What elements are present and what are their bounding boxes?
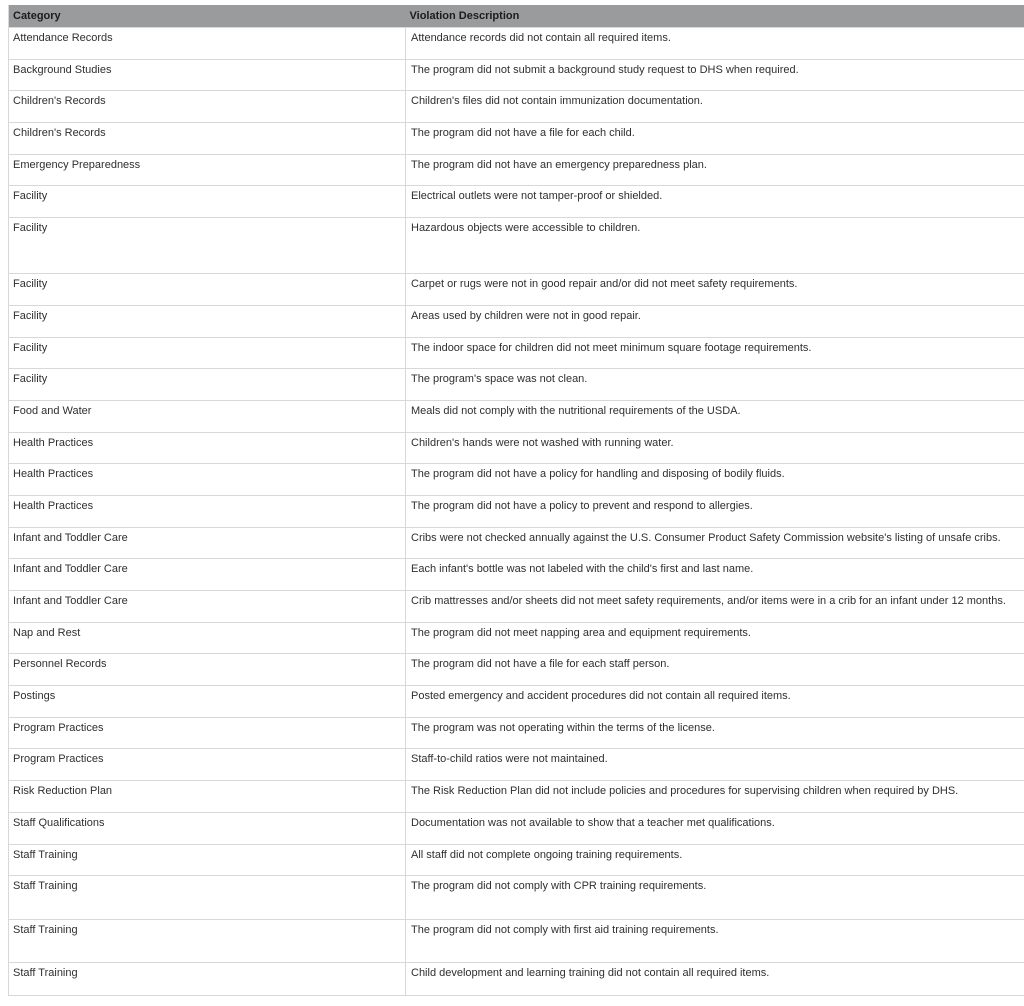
description-cell: The program did not comply with first aid training requirements. bbox=[406, 919, 1024, 963]
description-cell: Posted emergency and accident procedures did not contain all required items. bbox=[406, 686, 1024, 718]
category-cell: Infant and Toddler Care bbox=[9, 591, 406, 623]
description-cell: Crib mattresses and/or sheets did not meet safety requirements, and/or items were in a crib for an infant under 12 months. bbox=[406, 591, 1024, 623]
table-row bbox=[9, 305, 1024, 337]
table-row bbox=[9, 218, 1024, 274]
table-row bbox=[9, 337, 1024, 369]
violations-table-container bbox=[8, 5, 1024, 996]
category-cell: Risk Reduction Plan bbox=[9, 781, 406, 813]
table-row bbox=[9, 464, 1024, 496]
table-row bbox=[9, 432, 1024, 464]
table-row bbox=[9, 963, 1024, 996]
table-row bbox=[9, 781, 1024, 813]
category-cell: Emergency Preparedness bbox=[9, 154, 406, 186]
description-cell: Child development and learning training did not contain all required items. bbox=[406, 963, 1024, 996]
description-cell: Documentation was not available to show that a teacher met qualifications. bbox=[406, 812, 1024, 844]
description-cell: All staff did not complete ongoing training requirements. bbox=[406, 844, 1024, 876]
description-cell: The program did not submit a background study request to DHS when required. bbox=[406, 59, 1024, 91]
category-cell: Staff Qualifications bbox=[9, 812, 406, 844]
table-row bbox=[9, 59, 1024, 91]
description-cell: The program did not have a file for each staff person. bbox=[406, 654, 1024, 686]
description-cell: The program was not operating within the terms of the license. bbox=[406, 717, 1024, 749]
category-cell: Facility bbox=[9, 186, 406, 218]
category-cell: Program Practices bbox=[9, 749, 406, 781]
description-cell: Staff-to-child ratios were not maintained. bbox=[406, 749, 1024, 781]
description-cell: Children's files did not contain immunization documentation. bbox=[406, 91, 1024, 123]
description-cell: Areas used by children were not in good repair. bbox=[406, 305, 1024, 337]
category-cell: Postings bbox=[9, 686, 406, 718]
table-row bbox=[9, 654, 1024, 686]
description-cell: The program did not have a policy to prevent and respond to allergies. bbox=[406, 495, 1024, 527]
category-cell: Infant and Toddler Care bbox=[9, 527, 406, 559]
table-row bbox=[9, 186, 1024, 218]
category-cell: Staff Training bbox=[9, 919, 406, 963]
description-cell: Each infant's bottle was not labeled with the child's first and last name. bbox=[406, 559, 1024, 591]
category-cell: Program Practices bbox=[9, 717, 406, 749]
table-row bbox=[9, 559, 1024, 591]
category-cell: Staff Training bbox=[9, 963, 406, 996]
column-header-category: Category bbox=[9, 5, 406, 28]
column-header-violation-description: Violation Description bbox=[406, 5, 1024, 28]
violations-table bbox=[8, 5, 1024, 996]
description-cell: Meals did not comply with the nutritional requirements of the USDA. bbox=[406, 400, 1024, 432]
description-cell: The program did not have a file for each child. bbox=[406, 123, 1024, 155]
description-cell: The program did not meet napping area and equipment requirements. bbox=[406, 622, 1024, 654]
description-cell: Children's hands were not washed with running water. bbox=[406, 432, 1024, 464]
category-cell: Background Studies bbox=[9, 59, 406, 91]
description-cell: The indoor space for children did not meet minimum square footage requirements. bbox=[406, 337, 1024, 369]
category-cell: Health Practices bbox=[9, 495, 406, 527]
table-row bbox=[9, 400, 1024, 432]
description-cell: Electrical outlets were not tamper-proof or shielded. bbox=[406, 186, 1024, 218]
table-row bbox=[9, 812, 1024, 844]
description-cell: Cribs were not checked annually against the U.S. Consumer Product Safety Commission website's listing of unsafe cribs. bbox=[406, 527, 1024, 559]
category-cell: Facility bbox=[9, 369, 406, 401]
table-row bbox=[9, 591, 1024, 623]
category-cell: Nap and Rest bbox=[9, 622, 406, 654]
category-cell: Personnel Records bbox=[9, 654, 406, 686]
violations-table-header bbox=[9, 5, 1024, 28]
description-cell: The program did not have an emergency preparedness plan. bbox=[406, 154, 1024, 186]
category-cell: Facility bbox=[9, 305, 406, 337]
table-row bbox=[9, 28, 1024, 60]
category-cell: Food and Water bbox=[9, 400, 406, 432]
table-row bbox=[9, 844, 1024, 876]
table-row bbox=[9, 495, 1024, 527]
description-cell: The program did not comply with CPR training requirements. bbox=[406, 876, 1024, 920]
table-row bbox=[9, 123, 1024, 155]
category-cell: Facility bbox=[9, 218, 406, 274]
description-cell: Attendance records did not contain all required items. bbox=[406, 28, 1024, 60]
table-row bbox=[9, 527, 1024, 559]
table-row bbox=[9, 749, 1024, 781]
table-row bbox=[9, 622, 1024, 654]
category-cell: Health Practices bbox=[9, 432, 406, 464]
category-cell: Infant and Toddler Care bbox=[9, 559, 406, 591]
category-cell: Children's Records bbox=[9, 123, 406, 155]
table-row bbox=[9, 369, 1024, 401]
violations-table-body bbox=[9, 28, 1024, 996]
header-row bbox=[9, 5, 1024, 28]
description-cell: The program did not have a policy for handling and disposing of bodily fluids. bbox=[406, 464, 1024, 496]
table-row bbox=[9, 717, 1024, 749]
description-cell: The Risk Reduction Plan did not include policies and procedures for supervising children when required by DHS. bbox=[406, 781, 1024, 813]
description-cell: The program's space was not clean. bbox=[406, 369, 1024, 401]
category-cell: Facility bbox=[9, 274, 406, 306]
category-cell: Staff Training bbox=[9, 844, 406, 876]
description-cell: Hazardous objects were accessible to children. bbox=[406, 218, 1024, 274]
table-row bbox=[9, 154, 1024, 186]
table-row bbox=[9, 91, 1024, 123]
table-row bbox=[9, 919, 1024, 963]
category-cell: Children's Records bbox=[9, 91, 406, 123]
category-cell: Attendance Records bbox=[9, 28, 406, 60]
table-row bbox=[9, 876, 1024, 920]
table-row bbox=[9, 686, 1024, 718]
table-row bbox=[9, 274, 1024, 306]
category-cell: Staff Training bbox=[9, 876, 406, 920]
category-cell: Facility bbox=[9, 337, 406, 369]
description-cell: Carpet or rugs were not in good repair and/or did not meet safety requirements. bbox=[406, 274, 1024, 306]
category-cell: Health Practices bbox=[9, 464, 406, 496]
